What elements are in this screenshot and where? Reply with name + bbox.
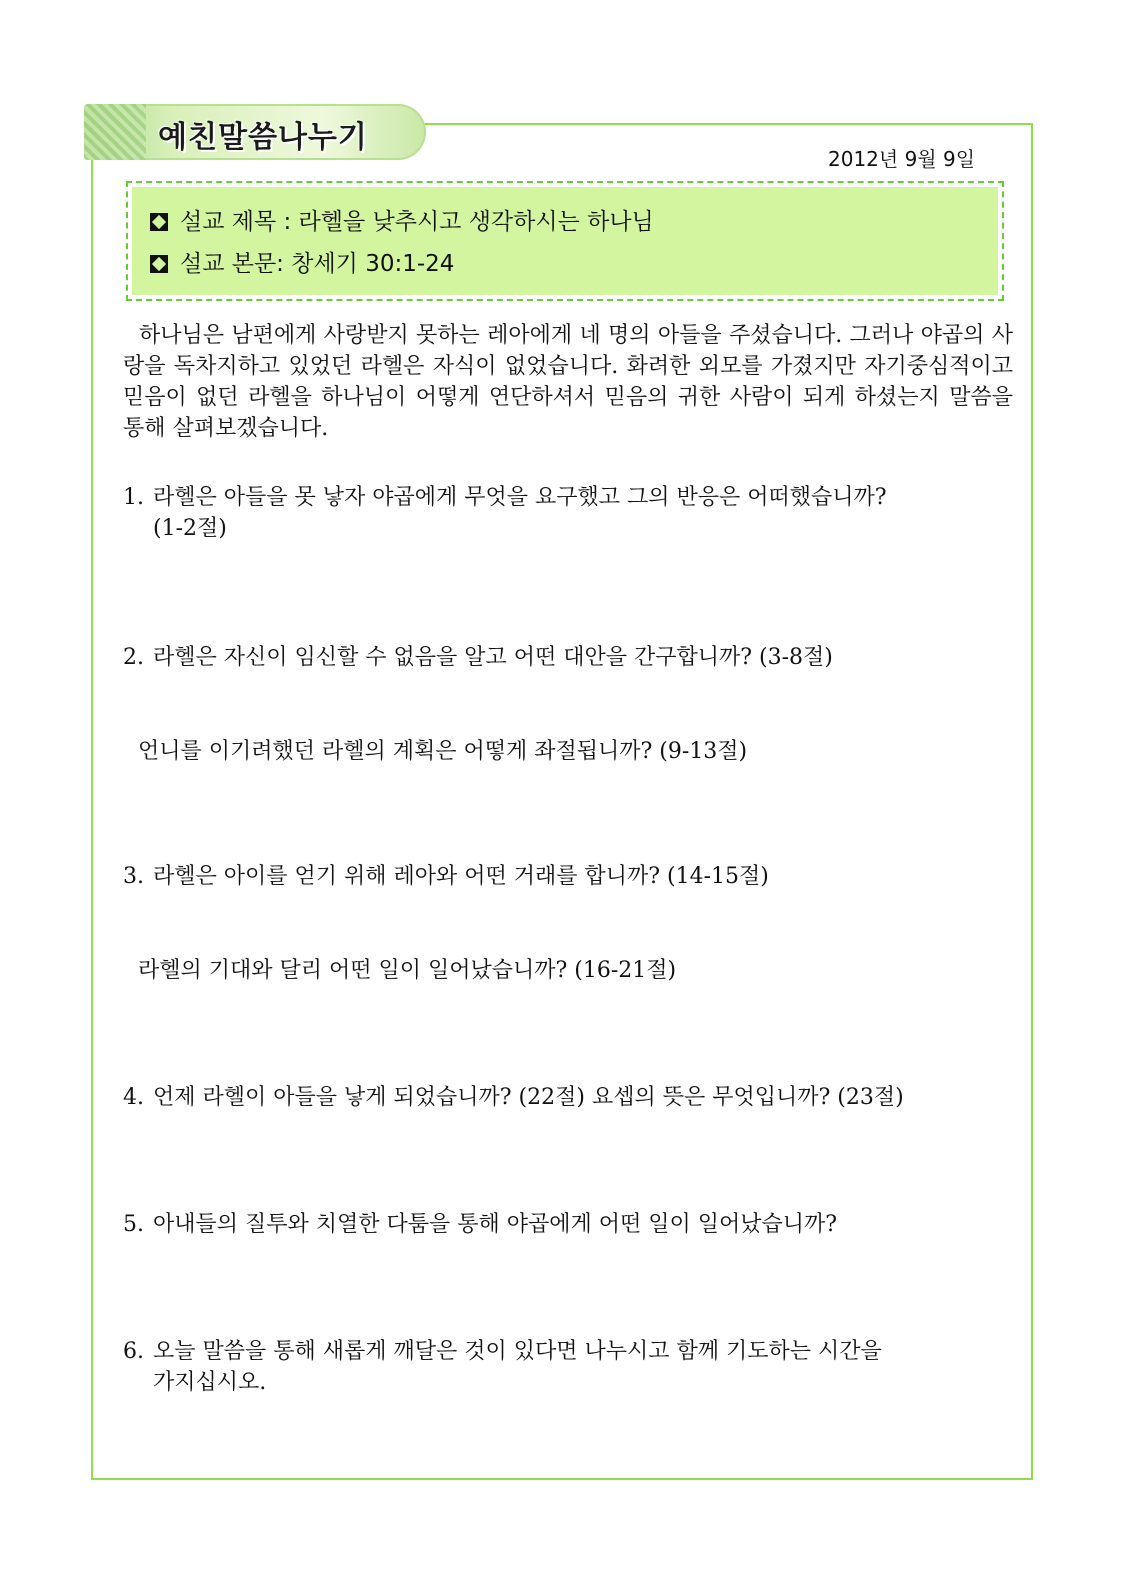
question-text: 언제 라헬이 아들을 낳게 되었습니까? (22절) 요셉의 뜻은 무엇입니까? (23절)	[153, 1085, 904, 1110]
question-3-followup: 라헬의 기대와 달리 어떤 일이 일어났습니까? (16-21절)	[138, 958, 677, 983]
question-text: 라헬은 아들을 못 낳자 야곱에게 무엇을 요구했고 그의 반응은 어떠했습니까?	[153, 485, 887, 510]
question-2-followup: 언니를 이기려했던 라헬의 계획은 어떻게 좌절됩니까? (9-13절)	[138, 739, 748, 764]
title-banner	[84, 104, 426, 160]
question-1	[123, 482, 1013, 544]
banner-decoration	[84, 104, 146, 160]
sermon-title-row	[150, 201, 998, 243]
page-title: 예친말씀나누기	[158, 120, 368, 155]
question-number: 5.	[123, 1212, 144, 1237]
question-5	[123, 1209, 1013, 1240]
diamond-bullet-icon	[150, 255, 168, 273]
sermon-title: 설교 제목 : 라헬을 낮추시고 생각하시는 하나님	[180, 209, 654, 235]
intro-paragraph: 하나님은 남편에게 사랑받지 못하는 레아에게 네 명의 아들을 주셨습니다. 그러나 야곱의 사랑을 독차지하고 있었던 라헬은 자식이 없었습니다. 화려한 외모를 가졌지만 자기중심적이고 믿음이 없던 라헬을 하나님이 어떻게 연단하셔서 믿음의 귀한 사람이 되게 하셨는지 말씀을 통해 살펴보겠습니다.	[123, 323, 1013, 441]
date-label: 2012년 9월 9일	[828, 147, 976, 171]
question-number: 2.	[123, 645, 144, 670]
question-text: 아내들의 질투와 치열한 다툼을 통해 야곱에게 어떤 일이 일어났습니까?	[153, 1212, 838, 1237]
question-number: 6.	[123, 1339, 144, 1364]
question-6	[123, 1336, 1013, 1398]
question-continuation: 가지십시오.	[153, 1370, 267, 1395]
question-continuation: (1-2절)	[153, 516, 227, 541]
question-text: 라헬은 자신이 임신할 수 없음을 알고 어떤 대안을 간구합니까? (3-8절)	[153, 645, 833, 670]
question-number: 4.	[123, 1085, 144, 1110]
diamond-bullet-icon	[150, 213, 168, 231]
question-4	[123, 1082, 1013, 1113]
sermon-text: 설교 본문: 창세기 30:1-24	[180, 251, 455, 277]
sermon-info-box	[126, 181, 1004, 301]
question-number: 1.	[123, 485, 144, 510]
question-3	[123, 861, 1013, 892]
sermon-text-row	[150, 243, 998, 285]
question-text: 오늘 말씀을 통해 새롭게 깨달은 것이 있다면 나누시고 함께 기도하는 시간을	[153, 1339, 882, 1364]
question-number: 3.	[123, 864, 144, 889]
question-2	[123, 642, 1013, 673]
question-text: 라헬은 아이를 얻기 위해 레아와 어떤 거래를 합니까? (14-15절)	[153, 864, 769, 889]
